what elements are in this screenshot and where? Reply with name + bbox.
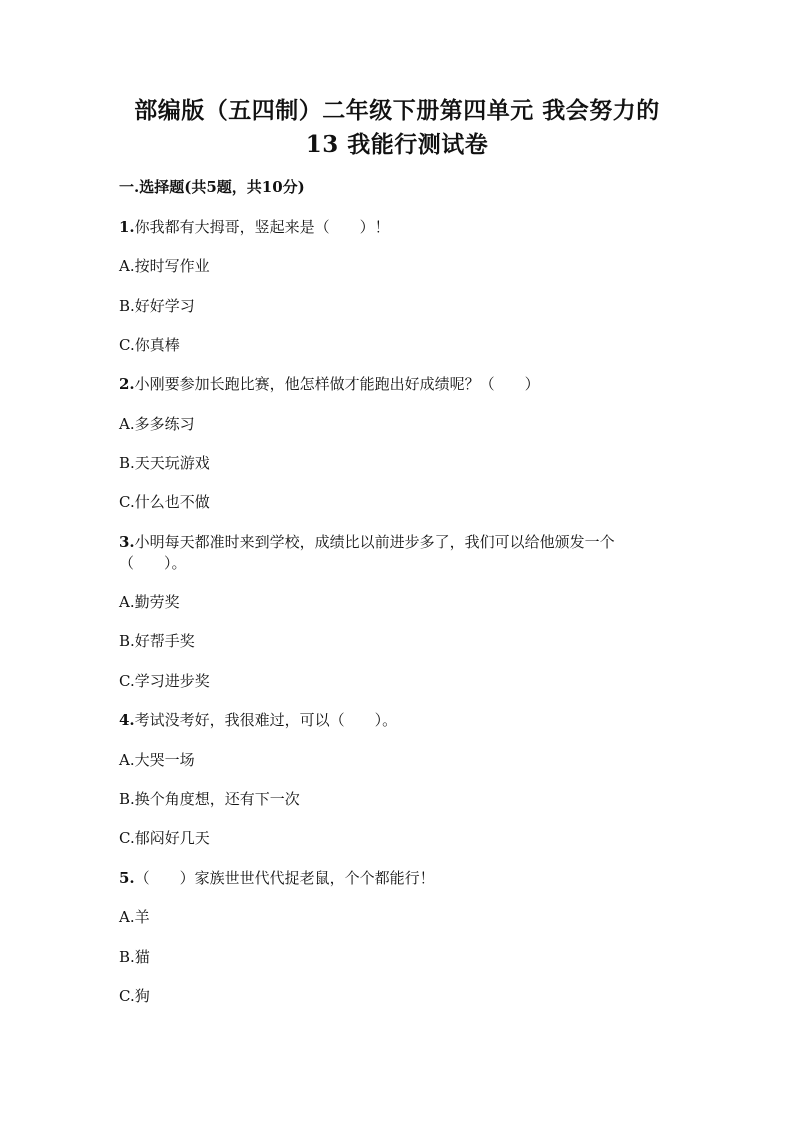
q4-option-c: C.郁闷好几天 xyxy=(119,829,210,847)
q5-option-b: B.猫 xyxy=(119,948,150,966)
question-3-continued: （ ）。 xyxy=(119,554,187,572)
q3-option-a: A.勤劳奖 xyxy=(119,593,180,611)
question-number: 1. xyxy=(119,218,135,236)
question-3 xyxy=(119,531,679,553)
question-stem: （ ）家族世世代代捉老鼠，个个都能行！ xyxy=(134,869,435,887)
q3-option-b: B.好帮手奖 xyxy=(119,632,195,650)
question-1 xyxy=(119,216,679,238)
q5-option-a: A.羊 xyxy=(119,908,150,926)
question-stem: 小明每天都准时来到学校，成绩比以前进步多了，我们可以给他颁发一个 xyxy=(134,533,615,551)
q1-option-a: A.按时写作业 xyxy=(119,257,210,275)
q3-option-c: C.学习进步奖 xyxy=(119,672,210,690)
question-number: 3. xyxy=(119,533,135,551)
q5-option-c: C.狗 xyxy=(119,987,150,1005)
q4-option-a: A.大哭一场 xyxy=(119,751,195,769)
question-number: 5. xyxy=(119,869,135,887)
q2-option-b: B.天天玩游戏 xyxy=(119,454,210,472)
section-heading: 一.选择题(共5题，共10分) xyxy=(119,178,305,196)
question-number: 4. xyxy=(119,711,135,729)
q1-option-c: C.你真棒 xyxy=(119,336,180,354)
question-5 xyxy=(119,867,679,889)
q2-option-a: A.多多练习 xyxy=(119,415,195,433)
q1-option-b: B.好好学习 xyxy=(119,297,195,315)
question-number: 2. xyxy=(119,375,135,393)
page-title-line-2: 13 我能行测试卷 xyxy=(305,131,489,158)
question-2 xyxy=(119,373,679,395)
q4-option-b: B.换个角度想，还有下一次 xyxy=(119,790,300,808)
question-stem: 小刚要参加长跑比赛，他怎样做才能跑出好成绩呢？（ ） xyxy=(134,375,540,393)
question-stem: 你我都有大拇哥，竖起来是（ ）！ xyxy=(134,218,390,236)
question-stem: 考试没考好，我很难过，可以（ ）。 xyxy=(134,711,398,729)
question-4 xyxy=(119,709,679,731)
page-title-line-1: 部编版（五四制）二年级下册第四单元 我会努力的 xyxy=(134,97,660,124)
q2-option-c: C.什么也不做 xyxy=(119,493,210,511)
